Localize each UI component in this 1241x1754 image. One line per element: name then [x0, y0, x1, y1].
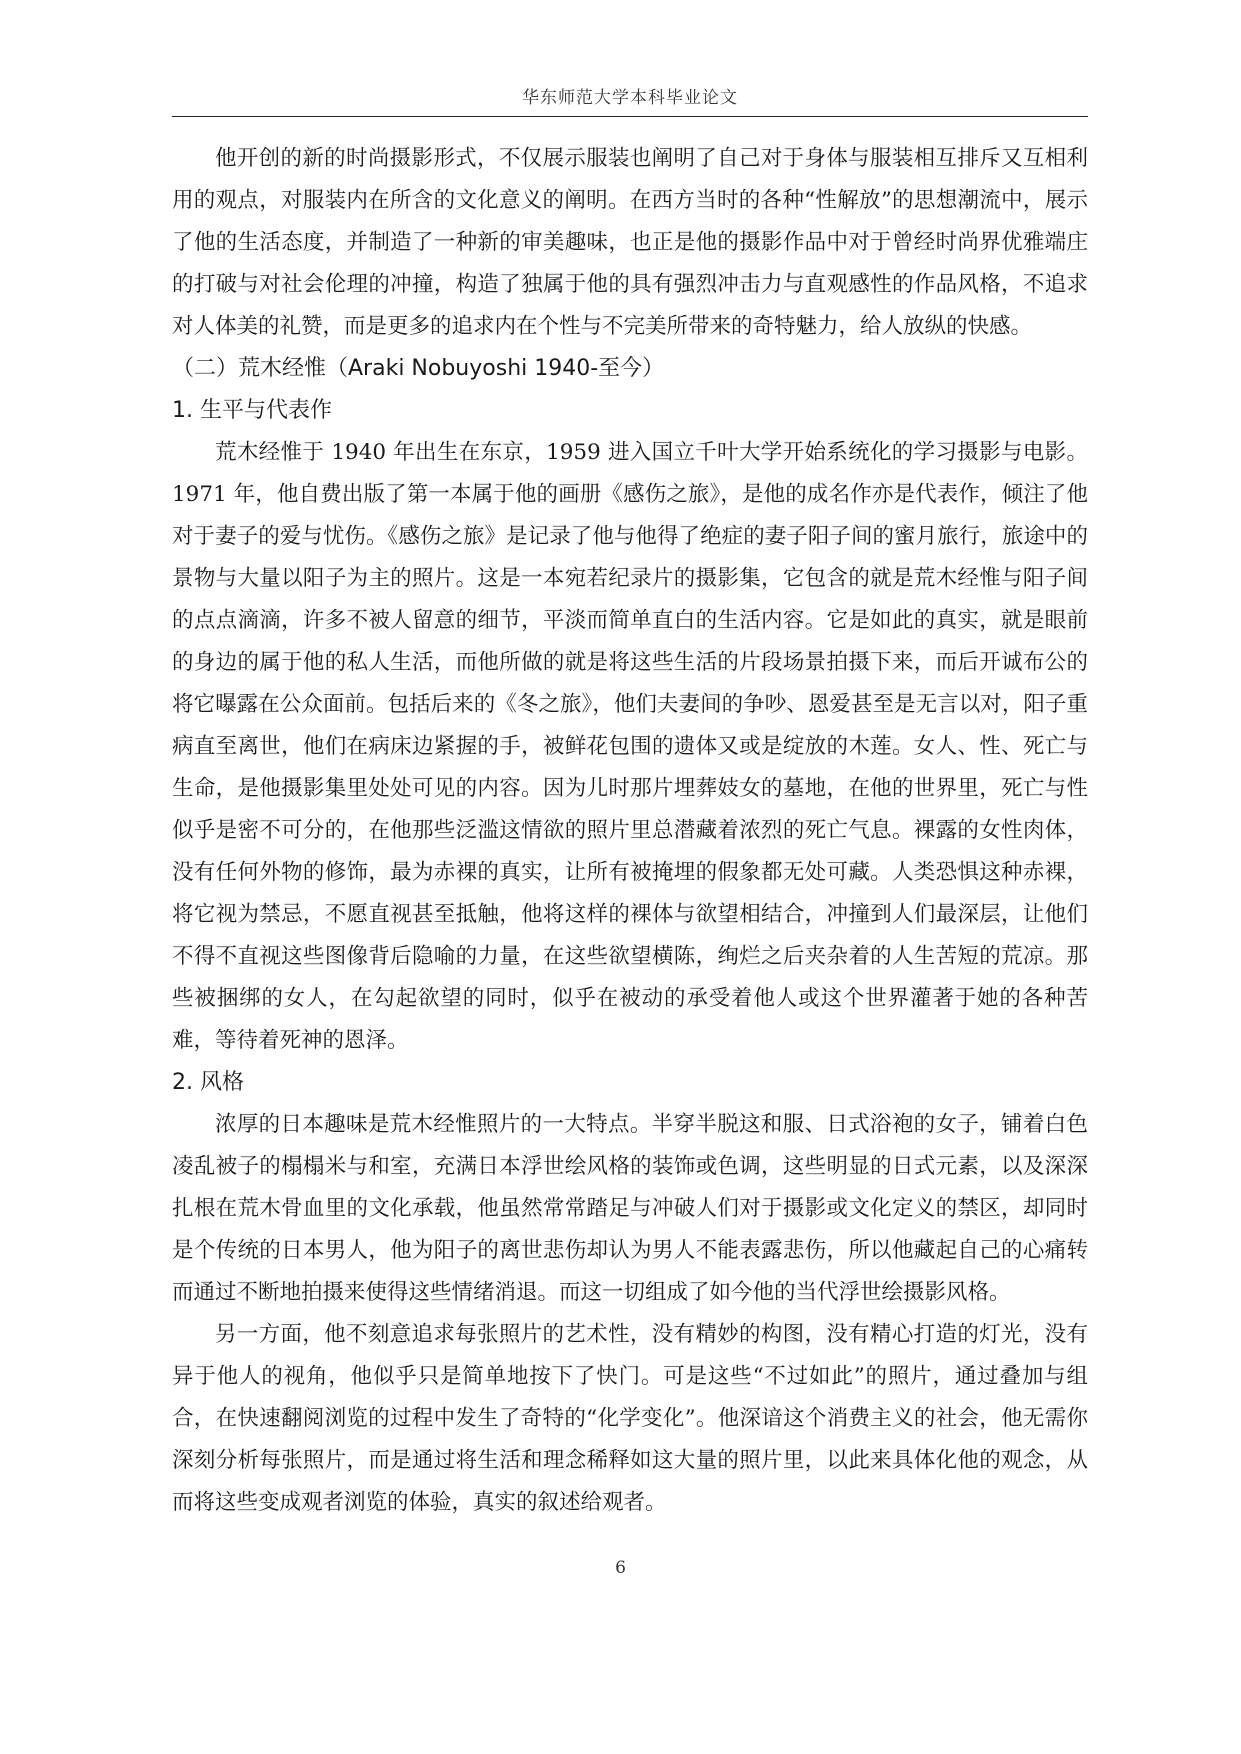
paragraph-style-2: 另一方面，他不刻意追求每张照片的艺术性，没有精妙的构图，没有精心打造的灯光，没有异于他人的视角，他似乎只是简单地按下了快门。可是这些“不过如此”的照片，通过叠加与组合，在快速翻阅浏览的过程中发生了奇特的“化学变化”。他深谙这个消费主义的社会，他无需你深刻分析每张照片，而是通过将生活和理念稀释如这大量的照片里，以此来具体化他的观念，从而将这些变成观者浏览的体验，真实的叙述给观者。 — [172, 1322, 1088, 1515]
page-header — [172, 80, 1088, 117]
paragraph-style-1: 浓厚的日本趣味是荒木经惟照片的一大特点。半穿半脱这和服、日式浴袍的女子，铺着白色凌乱被子的榻榻米与和室，充满日本浮世绘风格的装饰或色调，这些明显的日式元素，以及深深扎根在荒木骨血里的文化承载，他虽然常常踏足与冲破人们对于摄影或文化定义的禁区，却同时是个传统的日本男人，他为阳子的离世悲伤却认为男人不能表露悲伤，所以他藏起自己的心痛转而通过不断地拍摄来使得这些情绪消退。而这一切组成了如今他的当代浮世绘摄影风格。 — [172, 1112, 1088, 1305]
page-number: 6 — [615, 1558, 626, 1578]
document-body — [172, 138, 1088, 1524]
section-heading: （二）荒木经惟（Araki Nobuyoshi 1940-至今） — [172, 356, 665, 381]
subheading-style: 2. 风格 — [172, 1070, 244, 1095]
paragraph-intro: 他开创的新的时尚摄影形式，不仅展示服装也阐明了自己对于身体与服装相互排斥又互相利用的观点，对服装内在所含的文化意义的阐明。在西方当时的各种“性解放”的思想潮流中，展示了他的生活态度，并制造了一种新的审美趣味，也正是他的摄影作品中对于曾经时尚界优雅端庄的打破与对社会伦理的冲撞，构造了独属于他的具有强烈冲击力与直观感性的作品风格，不追求对人体美的礼赞，而是更多的追求内在个性与不完美所带来的奇特魅力，给人放纵的快感。 — [172, 146, 1088, 339]
header-title: 华东师范大学本科毕业论文 — [522, 88, 738, 108]
paragraph-life: 荒木经惟于 1940 年出生在东京，1959 进入国立千叶大学开始系统化的学习摄影与电影。1971 年，他自费出版了第一本属于他的画册《感伤之旅》，是他的成名作亦是代表作，倾注了他对于妻子的爱与忧伤。《感伤之旅》是记录了他与他得了绝症的妻子阳子间的蜜月旅行，旅途中的景物与大量以阳子为主的照片。这是一本宛若纪录片的摄影集，它包含的就是荒木经惟与阳子间的点点滴滴，许多不被人留意的细节，平淡而简单直白的生活内容。它是如此的真实，就是眼前的身边的属于他的私人生活，而他所做的就是将这些生活的片段场景拍摄下来，而后开诚布公的将它曝露在公众面前。包括后来的《冬之旅》，他们夫妻间的争吵、恩爱甚至是无言以对，阳子重病直至离世，他们在病床边紧握的手，被鲜花包围的遗体又或是绽放的木莲。女人、性、死亡与生命，是他摄影集里处处可见的内容。因为儿时那片埋葬妓女的墓地，在他的世界里，死亡与性似乎是密不可分的，在他那些泛滥这情欲的照片里总潜藏着浓烈的死亡气息。裸露的女性肉体，没有任何外物的修饰，最为赤裸的真实，让所有被掩埋的假象都无处可藏。人类恐惧这种赤裸，将它视为禁忌，不愿直视甚至抵触，他将这样的裸体与欲望相结合，冲撞到人们最深层，让他们不得不直视这些图像背后隐喻的力量，在这些欲望横陈，绚烂之后夹杂着的人生苦短的荒凉。那些被捆绑的女人，在勾起欲望的同时，似乎在被动的承受着他人或这个世界灌著于她的各种苦难，等待着死神的恩泽。 — [172, 440, 1088, 1053]
subheading-life-works: 1. 生平与代表作 — [172, 398, 332, 423]
